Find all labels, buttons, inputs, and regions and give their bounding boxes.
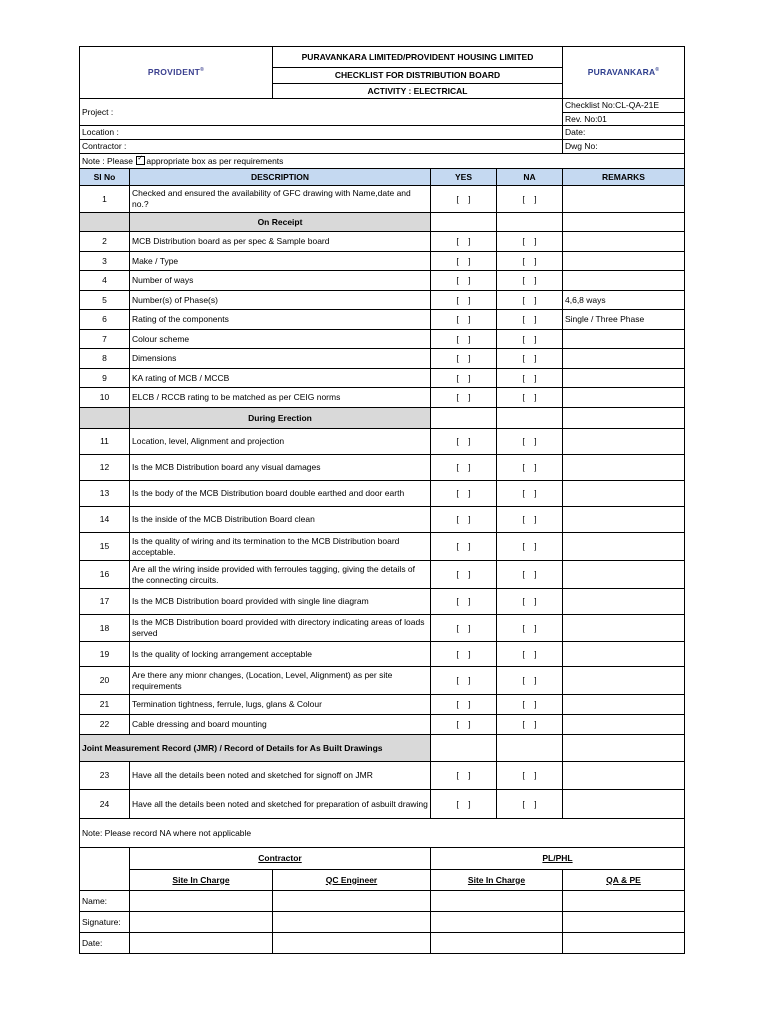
row-remarks[interactable] xyxy=(563,232,685,252)
table-row xyxy=(80,349,685,369)
footer-note: Note: Please record NA where not applicable xyxy=(80,819,685,848)
yes-checkbox[interactable]: [ ] xyxy=(431,271,497,291)
table-row xyxy=(80,369,685,388)
row-number: 24 xyxy=(80,790,130,819)
table-row xyxy=(80,291,685,310)
na-checkbox[interactable]: [ ] xyxy=(497,455,563,481)
row-description: Have all the details been noted and sketched for signoff on JMR xyxy=(130,762,431,790)
na-checkbox[interactable]: [ ] xyxy=(497,507,563,533)
checklist-sheet xyxy=(79,46,685,954)
section-title: During Erection xyxy=(130,408,431,429)
row-number: 21 xyxy=(80,695,130,715)
yes-checkbox[interactable]: [ ] xyxy=(431,330,497,349)
activity-title: ACTIVITY : ELECTRICAL xyxy=(273,84,563,99)
table-row xyxy=(80,533,685,561)
signoff-field[interactable] xyxy=(130,933,273,954)
row-description: KA rating of MCB / MCCB xyxy=(130,369,431,388)
site-in-charge-plphl: Site In Charge xyxy=(431,870,563,891)
na-checkbox[interactable]: [ ] xyxy=(497,271,563,291)
na-checkbox[interactable]: [ ] xyxy=(497,695,563,715)
row-number: 13 xyxy=(80,481,130,507)
table-row xyxy=(80,310,685,330)
na-checkbox[interactable]: [ ] xyxy=(497,186,563,213)
row-description: Termination tightness, ferrule, lugs, glans & Colour xyxy=(130,695,431,715)
row-number: 11 xyxy=(80,429,130,455)
row-description: Colour scheme xyxy=(130,330,431,349)
row-number: 16 xyxy=(80,561,130,589)
row-description: Rating of the components xyxy=(130,310,431,330)
row-description: ELCB / RCCB rating to be matched as per CEIG norms xyxy=(130,388,431,408)
row-description: Is the inside of the MCB Distribution Board clean xyxy=(130,507,431,533)
table-row xyxy=(80,330,685,349)
col-yes: YES xyxy=(431,169,497,186)
signoff-field[interactable] xyxy=(273,912,431,933)
row-remarks[interactable] xyxy=(563,695,685,715)
row-description: Dimensions xyxy=(130,349,431,369)
table-row xyxy=(80,561,685,589)
yes-checkbox[interactable]: [ ] xyxy=(431,232,497,252)
signoff-field[interactable] xyxy=(563,891,685,912)
row-remarks[interactable] xyxy=(563,271,685,291)
na-checkbox[interactable]: [ ] xyxy=(497,252,563,271)
yes-checkbox[interactable]: [ ] xyxy=(431,349,497,369)
signoff-field[interactable] xyxy=(130,891,273,912)
yes-checkbox[interactable]: [ ] xyxy=(431,252,497,271)
na-checkbox[interactable]: [ ] xyxy=(497,589,563,615)
revision-number: Rev. No:01 xyxy=(563,113,685,126)
table-row xyxy=(80,589,685,615)
signoff-row xyxy=(80,912,685,933)
signoff-label: Name: xyxy=(80,891,130,912)
section-title: Joint Measurement Record (JMR) / Record of Details for As Built Drawings xyxy=(80,735,431,762)
table-row xyxy=(80,388,685,408)
row-description: MCB Distribution board as per spec & Sample board xyxy=(130,232,431,252)
table-row xyxy=(80,695,685,715)
row-remarks[interactable] xyxy=(563,481,685,507)
row-number: 14 xyxy=(80,507,130,533)
yes-checkbox[interactable]: [ ] xyxy=(431,291,497,310)
section-remarks-blank xyxy=(563,213,685,232)
row-description: Is the MCB Distribution board provided with single line diagram xyxy=(130,589,431,615)
row-remarks[interactable] xyxy=(563,252,685,271)
table-row xyxy=(80,252,685,271)
na-checkbox[interactable]: [ ] xyxy=(497,349,563,369)
na-checkbox[interactable]: [ ] xyxy=(497,369,563,388)
row-remarks[interactable] xyxy=(563,715,685,735)
table-row xyxy=(80,481,685,507)
section-na-blank xyxy=(497,213,563,232)
row-remarks[interactable] xyxy=(563,561,685,589)
na-checkbox[interactable]: [ ] xyxy=(497,667,563,695)
signoff-row xyxy=(80,933,685,954)
row-remarks[interactable] xyxy=(563,533,685,561)
qa-pe: QA & PE xyxy=(563,870,685,891)
row-number: 9 xyxy=(80,369,130,388)
na-checkbox[interactable]: [ ] xyxy=(497,429,563,455)
plphl-heading: PL/PHL xyxy=(431,848,685,870)
signoff-field[interactable] xyxy=(273,933,431,954)
row-description: Number of ways xyxy=(130,271,431,291)
puravankara-logo: PURAVANKARA® xyxy=(563,47,685,99)
signoff-field[interactable] xyxy=(431,933,563,954)
contractor-field[interactable]: Contractor : xyxy=(80,140,563,154)
row-remarks[interactable] xyxy=(563,330,685,349)
yes-checkbox[interactable]: [ ] xyxy=(431,762,497,790)
row-number: 17 xyxy=(80,589,130,615)
row-description: Checked and ensured the availability of GFC drawing with Name,date and no.? xyxy=(130,186,431,213)
section-yes-blank xyxy=(431,735,497,762)
location-field[interactable]: Location : xyxy=(80,126,563,140)
row-number: 5 xyxy=(80,291,130,310)
row-description: Is the MCB Distribution board any visual damages xyxy=(130,455,431,481)
table-row xyxy=(80,642,685,667)
table-row xyxy=(80,715,685,735)
row-number: 7 xyxy=(80,330,130,349)
row-number: 23 xyxy=(80,762,130,790)
na-checkbox[interactable]: [ ] xyxy=(497,561,563,589)
table-row xyxy=(80,790,685,819)
section-row xyxy=(80,408,685,429)
row-number: 1 xyxy=(80,186,130,213)
table-row xyxy=(80,667,685,695)
section-yes-blank xyxy=(431,213,497,232)
signoff-label: Signature: xyxy=(80,912,130,933)
signoff-corner xyxy=(80,848,130,891)
row-remarks[interactable] xyxy=(563,349,685,369)
na-checkbox[interactable]: [ ] xyxy=(497,310,563,330)
section-spacer xyxy=(80,213,130,232)
row-description: Is the quality of locking arrangement acceptable xyxy=(130,642,431,667)
row-remarks[interactable] xyxy=(563,790,685,819)
qc-engineer: QC Engineer xyxy=(273,870,431,891)
col-remarks: REMARKS xyxy=(563,169,685,186)
signoff-row xyxy=(80,891,685,912)
table-row xyxy=(80,762,685,790)
signoff-group-row xyxy=(80,848,685,870)
table-row xyxy=(80,615,685,642)
yes-checkbox[interactable]: [ ] xyxy=(431,481,497,507)
row-description: Cable dressing and board mounting xyxy=(130,715,431,735)
row-remarks[interactable]: Single / Three Phase xyxy=(563,310,685,330)
na-checkbox[interactable]: [ ] xyxy=(497,481,563,507)
row-number: 20 xyxy=(80,667,130,695)
row-remarks[interactable] xyxy=(563,186,685,213)
col-na: NA xyxy=(497,169,563,186)
na-checkbox[interactable]: [ ] xyxy=(497,642,563,667)
row-number: 3 xyxy=(80,252,130,271)
na-checkbox[interactable]: [ ] xyxy=(497,790,563,819)
na-checkbox[interactable]: [ ] xyxy=(497,232,563,252)
row-number: 22 xyxy=(80,715,130,735)
row-remarks[interactable] xyxy=(563,667,685,695)
section-na-blank xyxy=(497,735,563,762)
row-remarks[interactable] xyxy=(563,429,685,455)
row-number: 19 xyxy=(80,642,130,667)
row-remarks[interactable]: 4,6,8 ways xyxy=(563,291,685,310)
col-sl-no: Sl No xyxy=(80,169,130,186)
row-remarks[interactable] xyxy=(563,642,685,667)
footer-note-row xyxy=(80,819,685,848)
table-row xyxy=(80,455,685,481)
yes-checkbox[interactable]: [ ] xyxy=(431,507,497,533)
row-description: Make / Type xyxy=(130,252,431,271)
row-remarks[interactable] xyxy=(563,455,685,481)
yes-checkbox[interactable]: [ ] xyxy=(431,715,497,735)
site-in-charge-contractor: Site In Charge xyxy=(130,870,273,891)
na-checkbox[interactable]: [ ] xyxy=(497,762,563,790)
section-remarks-blank xyxy=(563,735,685,762)
na-checkbox[interactable]: [ ] xyxy=(497,330,563,349)
yes-checkbox[interactable]: [ ] xyxy=(431,455,497,481)
date-field[interactable]: Date: xyxy=(563,126,685,140)
column-header-row xyxy=(80,169,685,186)
na-checkbox[interactable]: [ ] xyxy=(497,388,563,408)
checklist-number: Checklist No:CL-QA-21E xyxy=(563,99,685,113)
contractor-heading: Contractor xyxy=(130,848,431,870)
section-title: On Receipt xyxy=(130,213,431,232)
section-na-blank xyxy=(497,408,563,429)
yes-checkbox[interactable]: [ ] xyxy=(431,615,497,642)
section-row xyxy=(80,213,685,232)
project-field[interactable]: Project : xyxy=(80,99,563,126)
signoff-field[interactable] xyxy=(563,912,685,933)
yes-checkbox[interactable]: [ ] xyxy=(431,589,497,615)
row-description: Location, level, Alignment and projection xyxy=(130,429,431,455)
row-number: 10 xyxy=(80,388,130,408)
yes-checkbox[interactable]: [ ] xyxy=(431,369,497,388)
row-description: Is the quality of wiring and its termination to the MCB Distribution board acceptable. xyxy=(130,533,431,561)
section-spacer xyxy=(80,408,130,429)
na-checkbox[interactable]: [ ] xyxy=(497,533,563,561)
table-row xyxy=(80,271,685,291)
row-description: Number(s) of Phase(s) xyxy=(130,291,431,310)
yes-checkbox[interactable]: [ ] xyxy=(431,186,497,213)
table-row xyxy=(80,186,685,213)
row-number: 12 xyxy=(80,455,130,481)
signoff-field[interactable] xyxy=(563,933,685,954)
table-row xyxy=(80,232,685,252)
row-remarks[interactable] xyxy=(563,369,685,388)
col-description: DESCRIPTION xyxy=(130,169,431,186)
checkbox-tick-icon xyxy=(136,156,145,165)
row-number: 4 xyxy=(80,271,130,291)
signoff-field[interactable] xyxy=(431,891,563,912)
checklist-title: CHECKLIST FOR DISTRIBUTION BOARD xyxy=(273,68,563,84)
provident-logo: PROVIDENT® xyxy=(80,47,273,99)
row-remarks[interactable] xyxy=(563,615,685,642)
yes-checkbox[interactable]: [ ] xyxy=(431,429,497,455)
signoff-role-row xyxy=(80,870,685,891)
row-description: Have all the details been noted and sketched for preparation of asbuilt drawing xyxy=(130,790,431,819)
row-description: Is the body of the MCB Distribution board double earthed and door earth xyxy=(130,481,431,507)
yes-checkbox[interactable]: [ ] xyxy=(431,533,497,561)
row-number: 18 xyxy=(80,615,130,642)
row-description: Are there any mionr changes, (Location, Level, Alignment) as per site requirements xyxy=(130,667,431,695)
yes-checkbox[interactable]: [ ] xyxy=(431,561,497,589)
row-number: 6 xyxy=(80,310,130,330)
na-checkbox[interactable]: [ ] xyxy=(497,615,563,642)
table-row xyxy=(80,507,685,533)
signoff-field[interactable] xyxy=(130,912,273,933)
row-remarks[interactable] xyxy=(563,589,685,615)
section-row xyxy=(80,735,685,762)
row-number: 8 xyxy=(80,349,130,369)
signoff-label: Date: xyxy=(80,933,130,954)
yes-checkbox[interactable]: [ ] xyxy=(431,790,497,819)
row-description: Is the MCB Distribution board provided with directory indicating areas of loads served xyxy=(130,615,431,642)
row-description: Are all the wiring inside provided with ferroules tagging, giving the details of the connecting circuits. xyxy=(130,561,431,589)
na-checkbox[interactable]: [ ] xyxy=(497,715,563,735)
yes-checkbox[interactable]: [ ] xyxy=(431,667,497,695)
signoff-field[interactable] xyxy=(273,891,431,912)
section-yes-blank xyxy=(431,408,497,429)
signoff-field[interactable] xyxy=(431,912,563,933)
instruction-note: Note : Please ✓appropriate box as per requirements xyxy=(80,154,685,169)
yes-checkbox[interactable]: [ ] xyxy=(431,310,497,330)
section-remarks-blank xyxy=(563,408,685,429)
na-checkbox[interactable]: [ ] xyxy=(497,291,563,310)
table-row xyxy=(80,429,685,455)
yes-checkbox[interactable]: [ ] xyxy=(431,642,497,667)
row-remarks[interactable] xyxy=(563,762,685,790)
row-number: 15 xyxy=(80,533,130,561)
dwg-field[interactable]: Dwg No: xyxy=(563,140,685,154)
yes-checkbox[interactable]: [ ] xyxy=(431,695,497,715)
company-title: PURAVANKARA LIMITED/PROVIDENT HOUSING LIMITED xyxy=(273,47,563,68)
row-number: 2 xyxy=(80,232,130,252)
row-remarks[interactable] xyxy=(563,507,685,533)
yes-checkbox[interactable]: [ ] xyxy=(431,388,497,408)
row-remarks[interactable] xyxy=(563,388,685,408)
